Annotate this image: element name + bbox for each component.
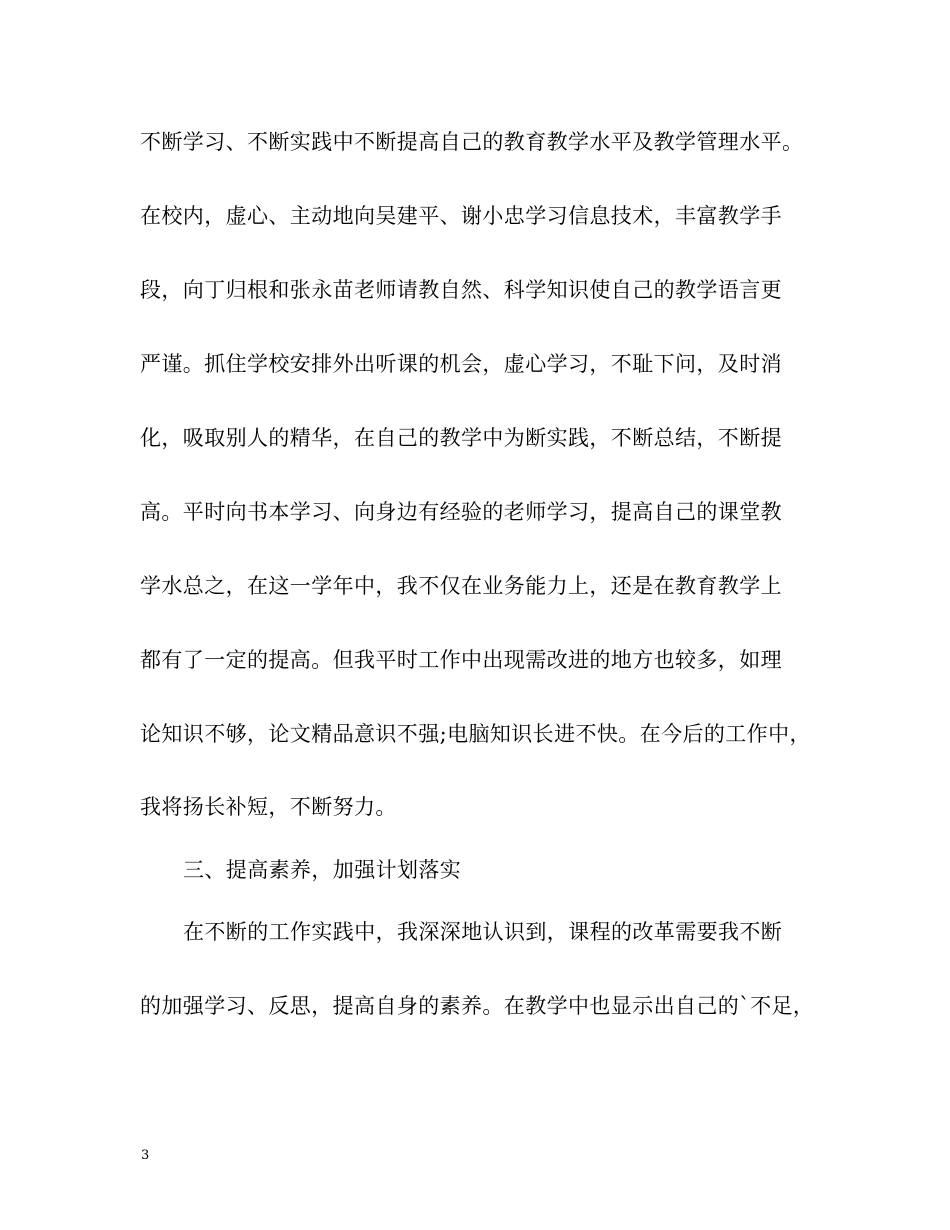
- paragraph-line: 都有了一定的提高。但我平时工作中出现需改进的地方也较多，如理: [140, 648, 782, 672]
- paragraph-line: 段，向丁归根和张永苗老师请教自然、科学知识使自己的教学语言更: [140, 278, 782, 302]
- paragraph-line: 的加强学习、反思，提高自身的素养。在教学中也显示出自己的`不足，: [140, 994, 815, 1018]
- paragraph-line: 在不断的工作实践中，我深深地认识到，课程的改革需要我不断: [183, 920, 783, 944]
- paragraph-line: 严谨。抓住学校安排外出听课的机会，虚心学习，不耻下问，及时消: [140, 352, 782, 376]
- paragraph-line: 学水总之，在这一学年中，我不仅在业务能力上，还是在教育教学上: [140, 574, 782, 598]
- page-number: 3: [141, 1148, 150, 1163]
- paragraph-line: 论知识不够，论文精品意识不强;电脑知识长进不快。在今后的工作中，: [140, 722, 811, 746]
- paragraph-line: 不断学习、不断实践中不断提高自己的教育教学水平及教学管理水平。: [140, 130, 804, 154]
- paragraph-line: 在校内，虚心、主动地向吴建平、谢小忠学习信息技术，丰富教学手: [140, 204, 782, 228]
- paragraph-line: 化，吸取别人的精华，在自己的教学中为断实践，不断总结，不断提: [140, 426, 782, 450]
- paragraph-line: 我将扬长补短，不断努力。: [140, 795, 397, 819]
- section-heading: 三、提高素养，加强计划落实: [183, 858, 462, 882]
- paragraph-line: 高。平时向书本学习、向身边有经验的老师学习，提高自己的课堂教: [140, 500, 782, 524]
